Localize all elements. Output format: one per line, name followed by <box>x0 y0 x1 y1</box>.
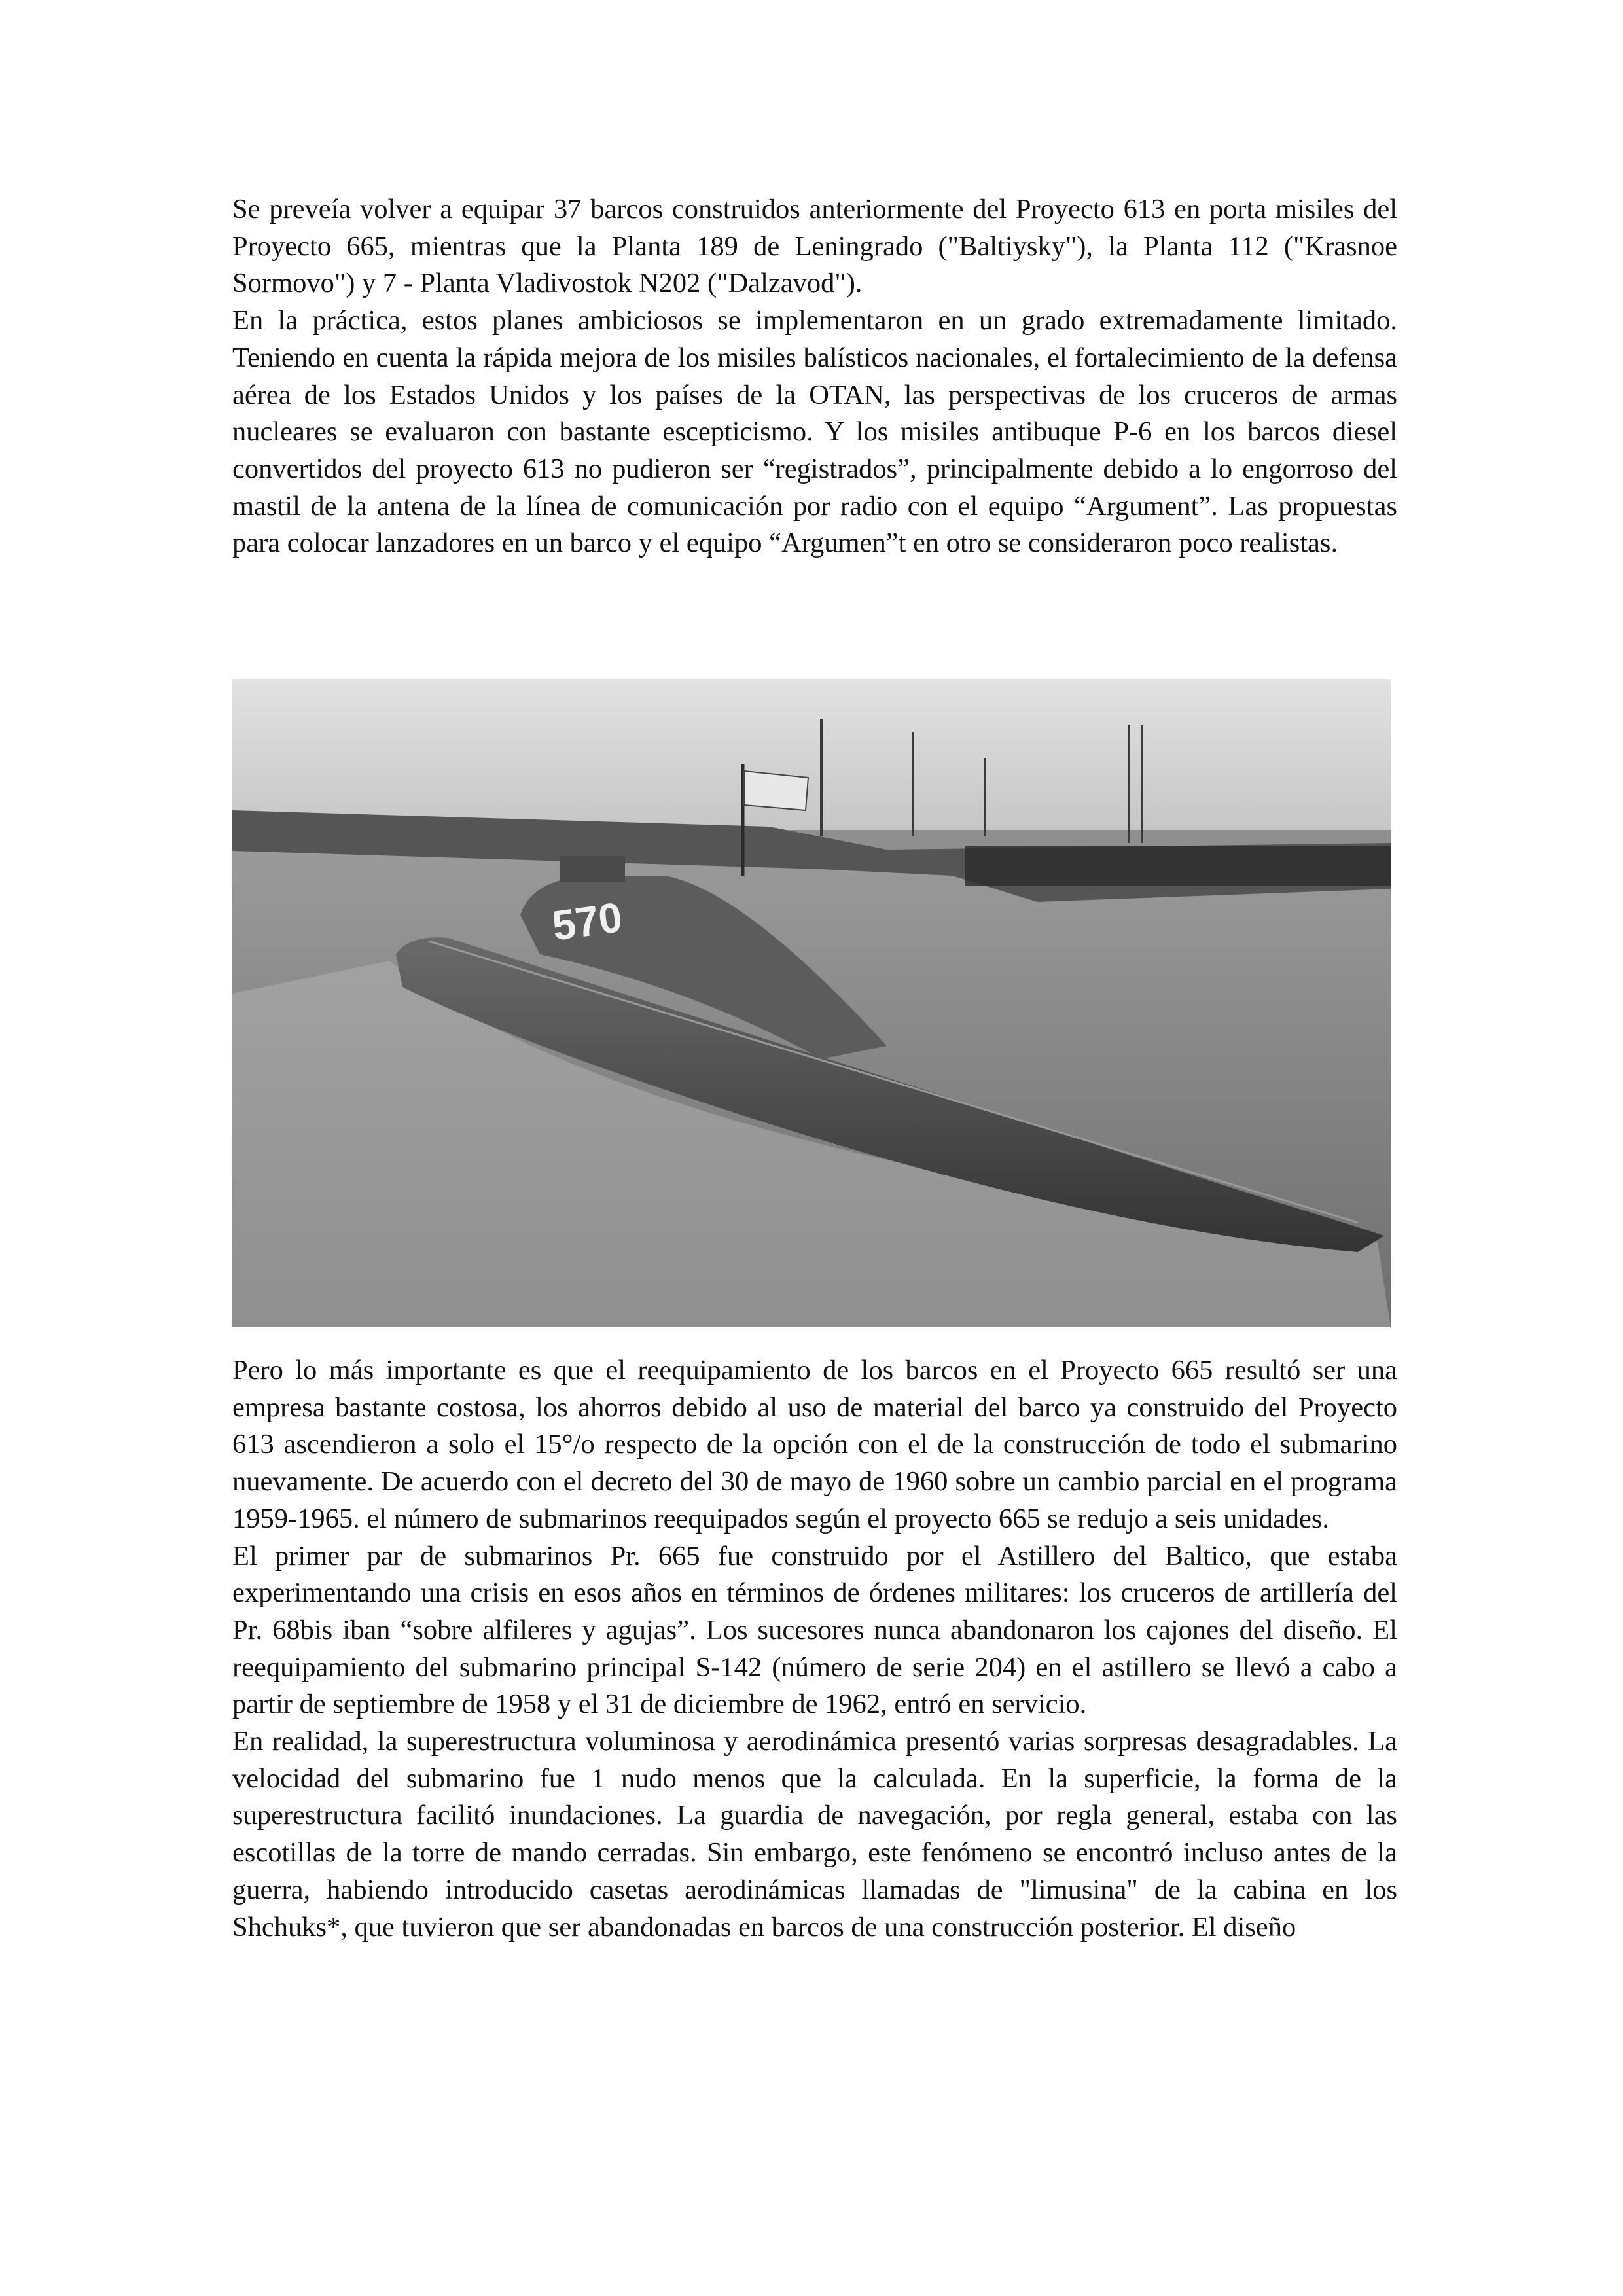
submarine-photo <box>232 679 1391 1327</box>
hull-number: 570 <box>549 893 626 950</box>
text-block-top <box>232 191 1397 562</box>
paragraph: Se preveía volver a equipar 37 barcos construidos anteriormente del Proyecto 613 en porta misiles del Proyecto 665, mientras que la Planta 189 de Leningrado ("Baltiysky"), la Planta 112 ("Krasnoe Sormovo") y 7 - Planta Vladivostok N202 ("Dalzavod"). <box>232 194 1397 299</box>
paragraph: El primer par de submarinos Pr. 665 fue construido por el Astillero del Baltico, que estaba experimentando una crisis en esos años en términos de órdenes militares: los cruceros de artillería del Pr. 68bis iban “sobre alfileres y agujas”. Los sucesores nunca abandonaron los cajones del diseño. El reequipamiento del submarino principal S-142 (número de serie 204) en el astillero se llevó a cabo a partir de septiembre de 1958 y el 31 de diciembre de 1962, entró en servicio. <box>232 1540 1397 1720</box>
crowd <box>965 846 1391 886</box>
text-block-bottom <box>232 1352 1397 1946</box>
paragraph: En la práctica, estos planes ambiciosos se implementaron en un grado extremadamente limitado. Teniendo en cuenta la rápida mejora de los misiles balísticos nacionales, el fortalecimiento de la defensa aérea de los Estados Unidos y los países de la OTAN, las perspectivas de los cruceros de armas nucleares se evaluaron con bastante escepticismo. Y los misiles antibuque P-6 en los barcos diesel convertidos del proyecto 613 no pudieron ser “registrados”, principalmente debido a lo engorroso del mastil de la antena de la línea de comunicación por radio con el equipo “Argument”. Las propuestas para colocar lanzadores en un barco y el equipo “Argumen”t en otro se consideraron poco realistas. <box>232 305 1397 559</box>
bridge <box>560 856 625 882</box>
flag <box>744 771 808 810</box>
submarine-photo-illustration <box>232 679 1391 1327</box>
paragraph: En realidad, la superestructura voluminosa y aerodinámica presentó varias sorpresas desagradables. La velocidad del submarino fue 1 nudo menos que la calculada. En la superficie, la forma de la superestructura facilitó inundaciones. La guardia de navegación, por regla general, estaba con las escotillas de la torre de mando cerradas. Sin embargo, este fenómeno se encontró incluso antes de la guerra, habiendo introducido casetas aerodinámicas llamadas de "limusina" de la cabina en los Shchuks*, que tuvieron que ser abandonadas en barcos de una construcción posterior. El diseño <box>232 1726 1397 1943</box>
paragraph: Pero lo más importante es que el reequipamiento de los barcos en el Proyecto 665 resultó ser una empresa bastante costosa, los ahorros debido al uso de material del barco ya construido del Proyecto 613 ascendieron a solo el 15°/o respecto de la opción con el de la construcción de todo el submarino nuevamente. De acuerdo con el decreto del 30 de mayo de 1960 sobre un cambio parcial en el programa 1959-1965. el número de submarinos reequipados según el proyecto 665 se redujo a seis unidades. <box>232 1355 1397 1534</box>
